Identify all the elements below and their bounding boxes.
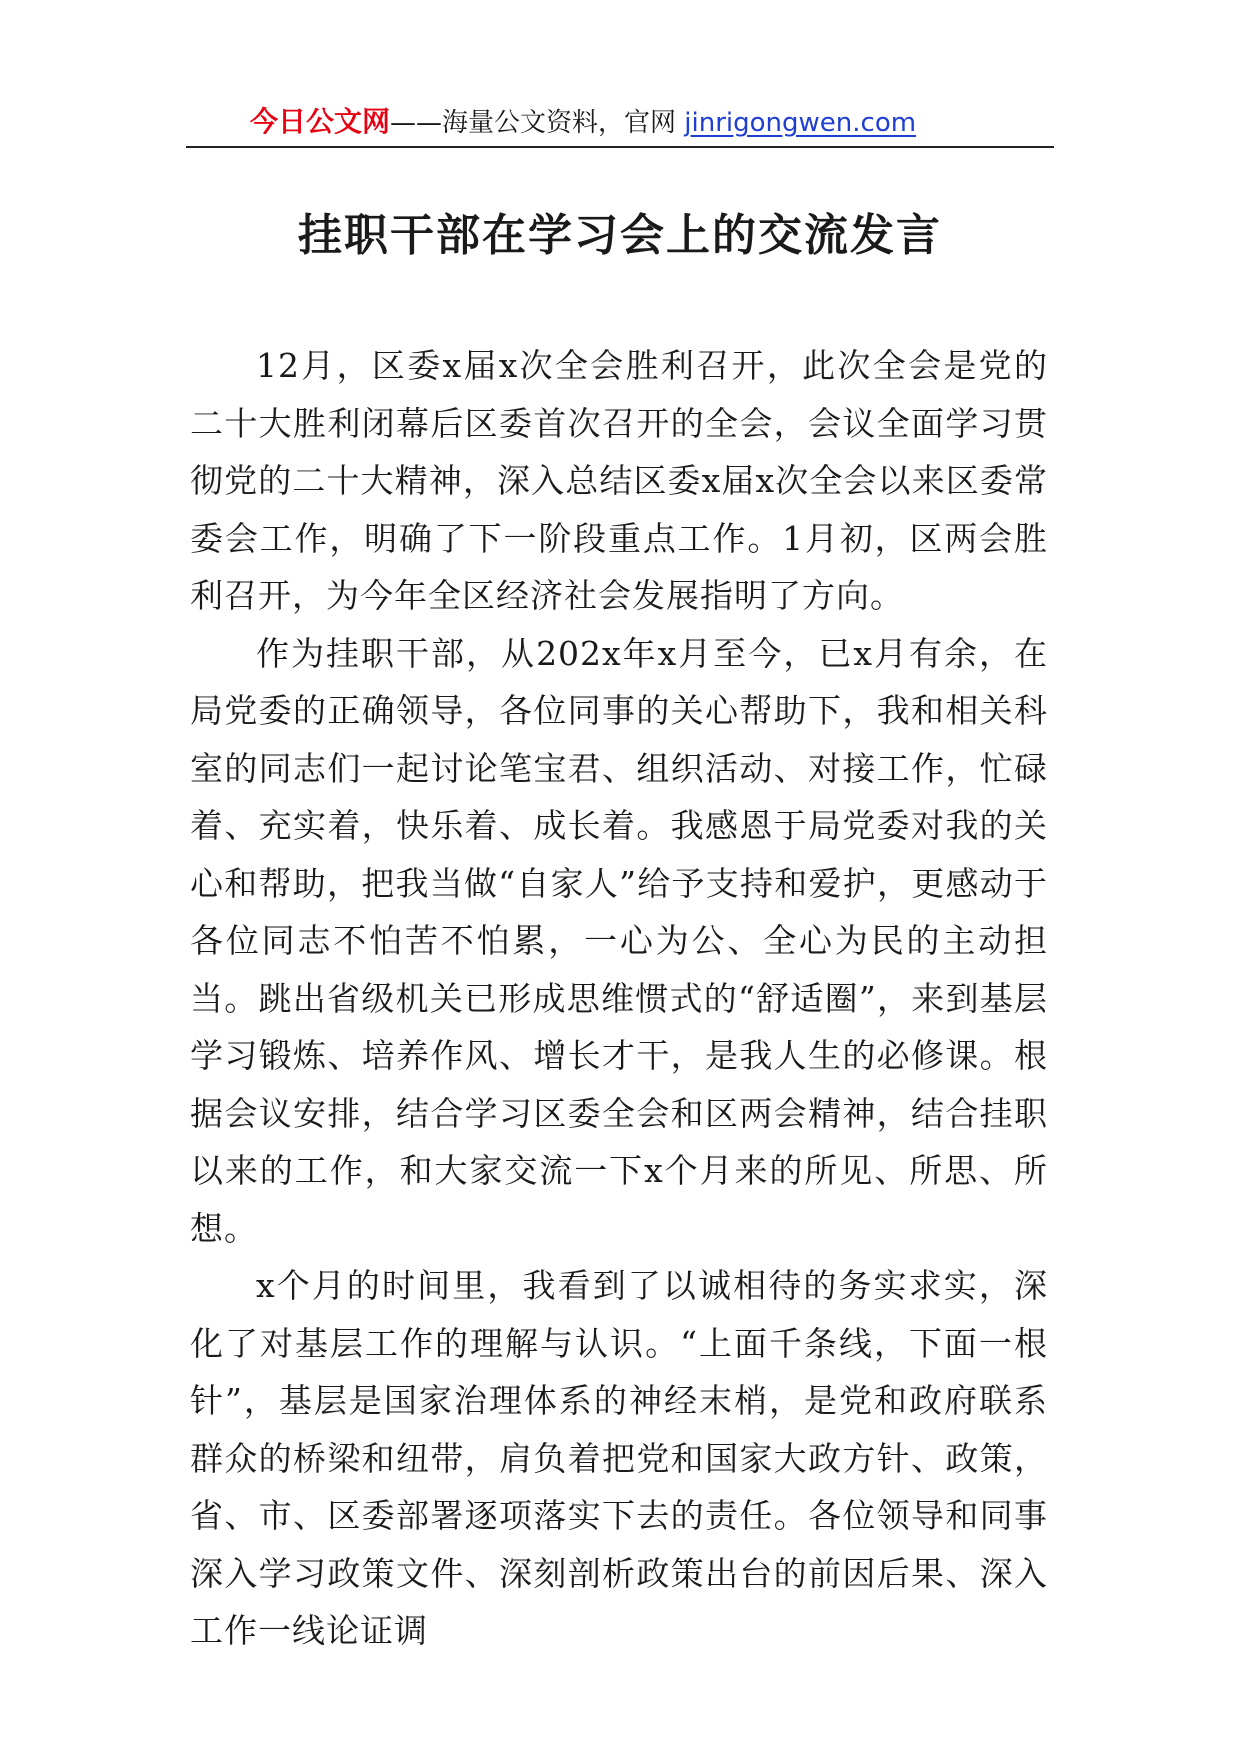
paragraph: 12月，区委x届x次全会胜利召开，此次全会是党的二十大胜利闭幕后区委首次召开的全会，会议全面学习贯彻党的二十大精神，深入总结区委x届x次全会以来区委常委会工作，明确了下一阶段重点工作。1月初，区两会胜利召开，为今年全区经济社会发展指明了方向。 <box>190 346 1048 615</box>
paragraph: 作为挂职干部，从202x年x月至今，已x月有余，在局党委的正确领导，各位同事的关心帮助下，我和相关科室的同志们一起讨论笔宝君、组织活动、对接工作，忙碌着、充实着，快乐着、成长着。我感恩于局党委对我的关心和帮助，把我当做“自家人”给予支持和爱护，更感动于各位同志不怕苦不怕累，一心为公、全心为民的主动担当。跳出省级机关已形成思维惯式的“舒适圈”，来到基层学习锻炼、培养作风、增长才干，是我人生的必修课。根据会议安排，结合学习区委全会和区两会精神，结合挂职以来的工作，和大家交流一下x个月来的所见、所思、所想。 <box>190 633 1048 1248</box>
header-tagline: ——海量公文资料，官网 <box>390 108 685 138</box>
paragraph: x个月的时间里，我看到了以诚相待的务实求实，深化了对基层工作的理解与认识。“上面千条线，下面一根针”，基层是国家治理体系的神经末梢，是党和政府联系群众的桥梁和纽带，肩负着把党和国家大政方针、政策，省、市、区委部署逐项落实下去的责任。各位领导和同事深入学习政策文件、深刻剖析政策出台的前因后果、深入工作一线论证调 <box>190 1266 1048 1650</box>
website-link[interactable]: jinrigongwen.com <box>684 108 917 138</box>
document-title: 挂职干部在学习会上的交流发言 <box>298 210 942 261</box>
document-body <box>190 337 1048 1650</box>
page-header <box>186 102 1054 148</box>
brand-name: 今日公文网 <box>250 105 391 138</box>
header-line <box>250 102 916 143</box>
